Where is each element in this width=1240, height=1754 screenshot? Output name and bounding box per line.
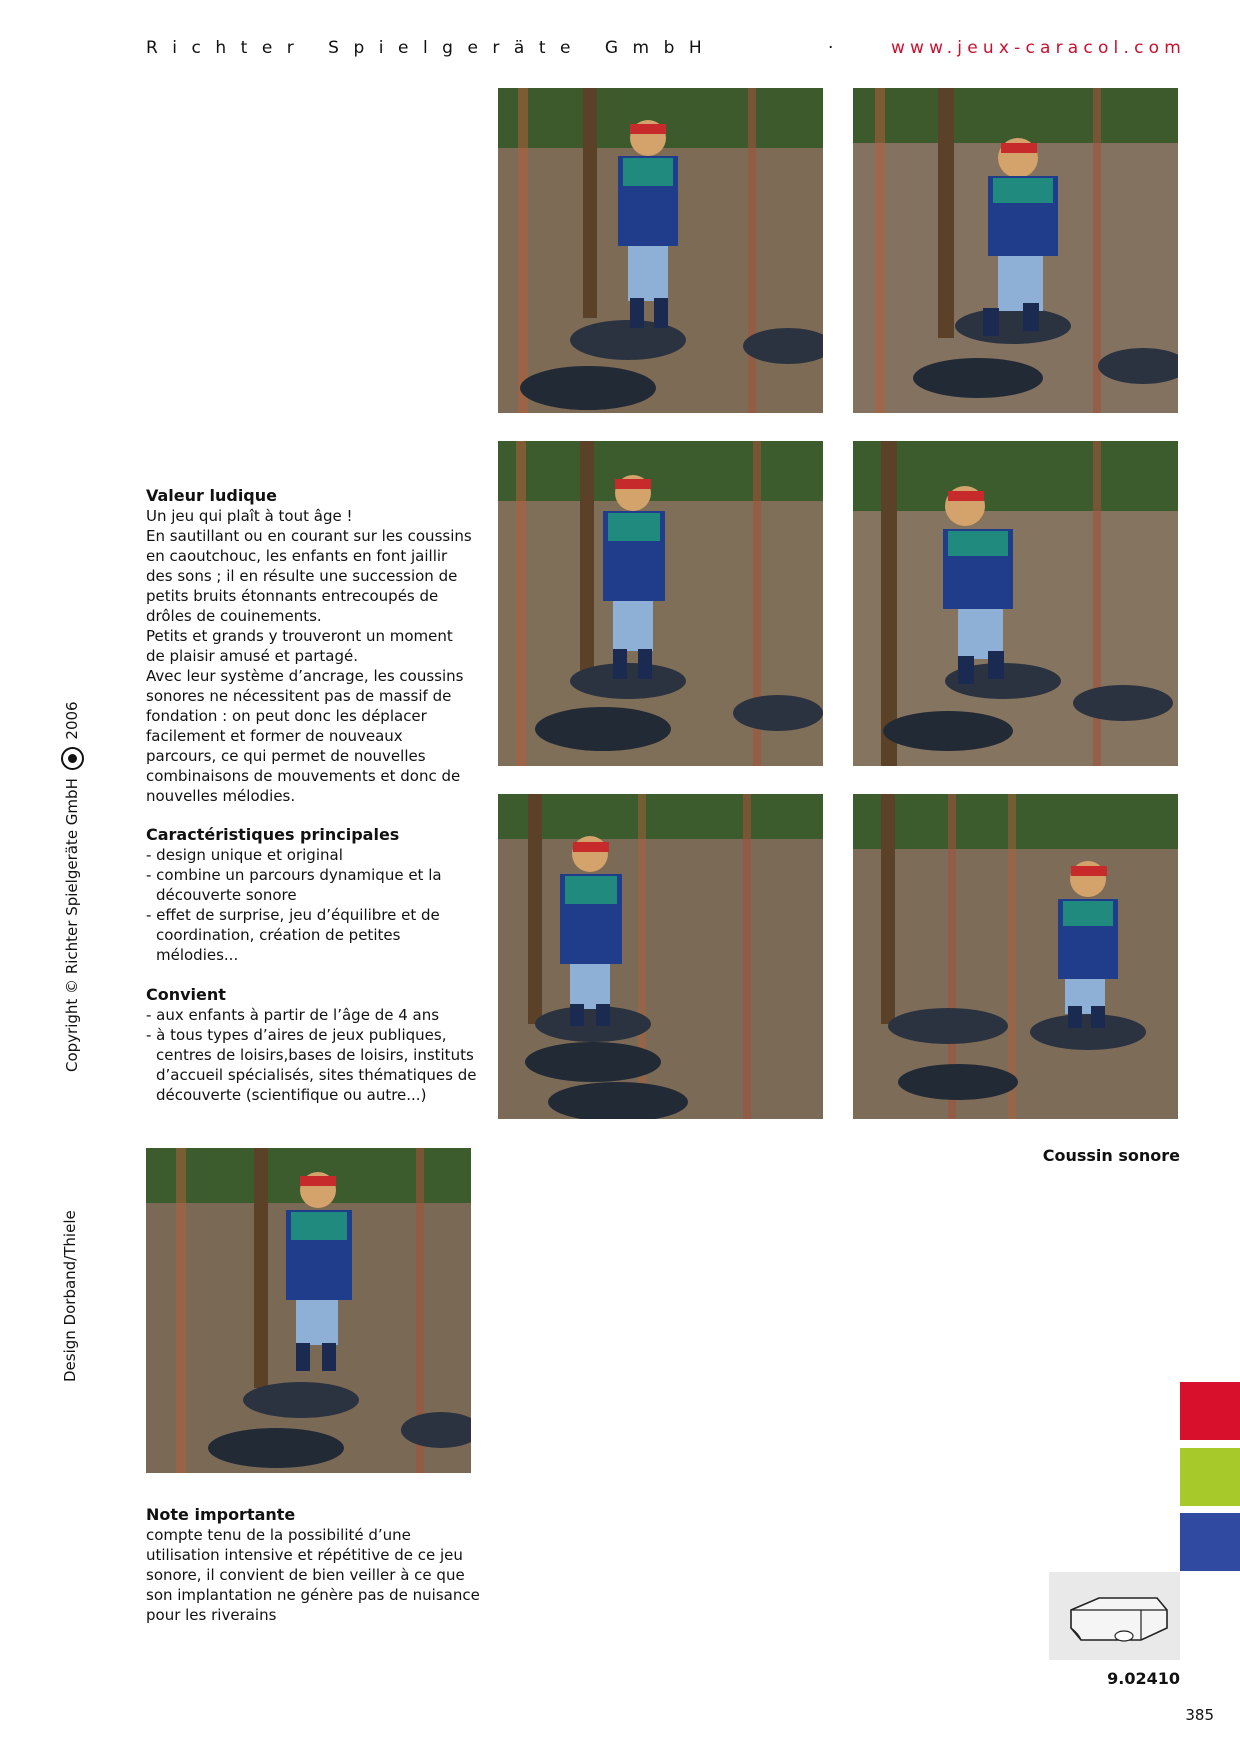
copyright-notice — [61, 701, 84, 1072]
list-item: - design unique et original — [146, 846, 343, 864]
photo-2 — [853, 88, 1178, 413]
valeur-ludique-heading: Valeur ludique — [146, 486, 277, 505]
note-heading: Note importante — [146, 1505, 296, 1524]
photo-7 — [146, 1148, 471, 1473]
valeur-ludique-paragraph: Avec leur système d’ancrage, les coussins sonores ne nécessitent pas de massif de fondation : on peut donc les déplacer facilement et former de nouveaux parcours, ce qui permet de nouvelles combinaisons de mouvements et donc de nouvelles mélodies. — [146, 667, 464, 805]
note-text: compte tenu de la possibilité d’une utilisation intensive et répétitive de ce jeu sonore, il convient de bien veiller à ce que son implantation ne génère pas de nuisance pour les riverains — [146, 1526, 480, 1624]
photo-5 — [498, 794, 823, 1119]
copyright-text: Copyright © Richter Spielgeräte GmbH — [63, 778, 81, 1072]
valeur-ludique-paragraph: Petits et grands y trouveront un moment de plaisir amusé et partagé. — [146, 627, 453, 665]
color-tab-blue — [1180, 1513, 1240, 1571]
valeur-ludique-paragraph: En sautillant ou en courant sur les coussins en caoutchouc, les enfants en font jaillir des sons ; il en résulte une succession de petits bruits étonnants entrecoupés de drôles de couinements. — [146, 527, 472, 625]
header-separator: · — [828, 38, 834, 58]
copyright-year: 2006 — [63, 701, 81, 740]
caracteristiques-heading: Caractéristiques principales — [146, 825, 400, 844]
caracteristiques-list — [146, 845, 476, 965]
valeur-ludique-paragraph: Un jeu qui plaît à tout âge ! — [146, 507, 353, 525]
list-item: - à tous types d’aires de jeux publiques, centres de loisirs,bases de loisirs, instituts d’accueil spécialisés, sites thématiques de découverte (scientifique ou autre...) — [146, 1026, 477, 1104]
cushion-thumbnail — [1049, 1572, 1180, 1660]
list-item: - effet de surprise, jeu d’équilibre et de coordination, création de petites mélodies... — [146, 906, 440, 964]
caracteristiques-section — [146, 825, 476, 965]
color-tab-green — [1180, 1448, 1240, 1506]
page-number: 385 — [1185, 1706, 1214, 1724]
convient-list — [146, 1005, 486, 1105]
photo-4 — [853, 441, 1178, 766]
page-header — [146, 38, 1186, 64]
color-tab-red — [1180, 1382, 1240, 1440]
product-code: 9.02410 — [1107, 1669, 1180, 1688]
convient-heading: Convient — [146, 985, 226, 1004]
valeur-ludique-section — [146, 486, 476, 806]
company-name: Richter Spielgeräte GmbH — [146, 38, 717, 58]
cushion-icon — [1049, 1572, 1180, 1660]
design-credit: Design Dorband/Thiele — [61, 1210, 79, 1382]
photo-3 — [498, 441, 823, 766]
note-section — [146, 1505, 486, 1625]
list-item: - aux enfants à partir de l’âge de 4 ans — [146, 1006, 440, 1024]
logo-icon — [61, 747, 84, 770]
photo-1 — [498, 88, 823, 413]
product-caption: Coussin sonore — [1042, 1146, 1180, 1165]
list-item: - combine un parcours dynamique et la découverte sonore — [146, 866, 442, 904]
convient-section — [146, 985, 486, 1105]
photo-6 — [853, 794, 1178, 1119]
website-link[interactable]: www.jeux-caracol.com — [890, 38, 1186, 58]
